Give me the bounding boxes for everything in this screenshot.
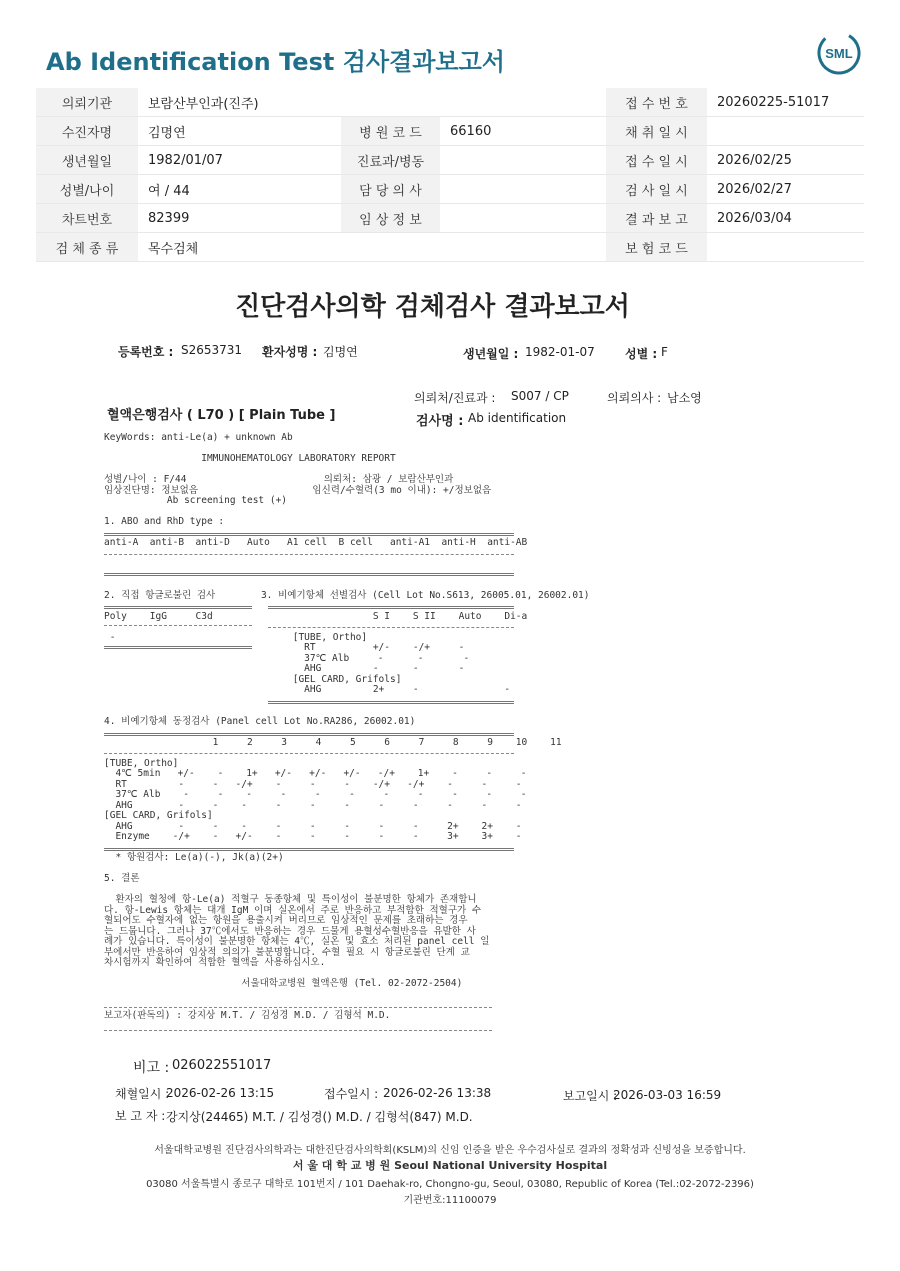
info-value [440,146,606,175]
scan-line: IMMUNOHEMATOLOGY LABORATORY REPORT [104,453,396,464]
scan-line: * 항원검사: Le(a)(-), Jk(a)(2+) [104,852,284,863]
report-value: 2026-03-03 16:59 [613,1088,722,1102]
info-value: 1982/01/07 [138,146,341,175]
page-title: Ab Identification Test 검사결과보고서 [46,48,505,76]
info-label: 담 당 의 사 [341,175,440,204]
test-group: 혈액은행검사 ( L70 ) [ Plain Tube ] [107,408,336,423]
scan-line [104,706,589,717]
scan-line: 1. ABO and RhD type : [104,516,225,527]
footer-institution-no: 기관번호:11100079 [403,1195,497,1206]
scan-line: 4. 비예기항체 동정검사 (Panel cell Lot No.RA286, 26002.01) [104,715,416,727]
scan-line [104,727,589,738]
info-label: 수진자명 [36,117,138,146]
info-label: 성별/나이 [36,175,138,204]
patient-info-table [36,88,864,262]
info-label: 의뢰기관 [36,88,138,117]
info-row [36,175,864,204]
rule-sign-bottom [104,1030,492,1031]
remarks-label: 비고 : [133,1060,170,1076]
scan-line: RT - - -/+ - - - -/+ -/+ - - - [104,778,522,790]
scan-line: 는 드뭅니다. 그러나 37℃에서도 반응하는 경우 드물게 용혈성수혈반응을 유발한 사 [104,925,476,937]
scan-line: AHG - - - [104,663,465,674]
name-value: 김명연 [323,345,358,359]
logo-text: SML [825,46,853,61]
info-label: 접 수 번 호 [606,88,707,117]
scan-line: [GEL CARD, Grifols] [104,673,402,685]
scan-line [104,990,589,1001]
footer-certification: 서울대학교병원 진단검사의학과는 대한진단검사의학회(KSLM)의 신임 인증을 받은 우수검사실로 결과의 정확성과 신빙성을 보증합니다. [154,1145,746,1156]
info-row [36,117,864,146]
info-label: 임 상 정 보 [341,204,440,233]
report-label: 보고일시 : [563,1089,618,1103]
info-value: 보람산부인과(진주) [138,88,341,117]
footer-hospital: 서 울 대 학 교 병 원 Seoul National University Hospital [292,1159,608,1172]
scan-line: 임상진단명: 정보없음 임신력/수혈력(3 mo 이내): +/정보없음 [104,484,492,496]
scan-line: 서울대학교병원 혈액은행 (Tel. 02-2072-2504) [104,978,463,989]
info-label: 생년월일 [36,146,138,175]
info-row [36,88,864,117]
sml-logo [816,30,862,76]
scan-line: 성별/나이 : F/44 의뢰처: 삼광 / 보람산부인과 [104,474,454,485]
scan-line [104,864,589,875]
collect-label: 채혈일시 : [115,1087,170,1101]
info-value: 82399 [138,204,341,233]
scan-line: Enzyme -/+ - +/- - - - - - 3+ 3+ - [104,831,522,842]
scan-line: KeyWords: anti-Le(a) + unknown Ab [104,432,293,443]
info-row [36,233,864,262]
sex-label: 성별 : [625,347,658,361]
reporter-value: 강지상(24465) M.T. / 김성경() M.D. / 김형석(847) M.D. [166,1110,473,1124]
scan-line: 혈되어도 수혈자에 없는 항원을 용출시켜 버리므로 임상적인 문제를 초래하는 경우 [104,915,468,926]
scan-line [104,622,589,633]
scan-line [104,748,589,759]
info-label: 채 취 일 시 [606,117,707,146]
scan-line [104,1000,589,1011]
scan-line: 37℃ Alb - - - [104,652,470,664]
info-value [707,233,864,262]
info-row [36,146,864,175]
doctor-value: 남소영 [667,391,702,405]
info-label: 진료과/병동 [341,146,440,175]
info-value: 2026/02/27 [707,175,864,204]
scan-line [104,559,589,570]
info-value: 2026/02/25 [707,146,864,175]
collect-value: 2026-02-26 13:15 [166,1086,275,1100]
scan-line: AHG 2+ - - [104,684,511,695]
dept-label: 의뢰처/진료과 : [414,391,496,405]
info-value: 2026/03/04 [707,204,864,233]
info-value [440,175,606,204]
scan-line: 4℃ 5min +/- - 1+ +/- +/- +/- -/+ 1+ - - - [104,768,527,779]
info-value [440,88,606,117]
dob-label: 생년월일 : [463,347,519,361]
scan-line: AHG - - - - - - - - 2+ 2+ - [104,820,522,832]
scan-line: 37℃ Alb - - - - - - - - - - - [104,789,527,800]
report-title: 진단검사의학 검체검사 결과보고서 [235,292,630,322]
reg-value: S2653731 [181,343,243,357]
dept-value: S007 / CP [511,389,569,403]
dob-value: 1982-01-07 [525,345,595,359]
info-value: 김명연 [138,117,341,146]
scan-line: 례가 있습니다. 특이성이 불분명한 항체는 4℃, 실온 및 효소 처리된 panel cell 일 [104,936,490,947]
scan-line [104,549,589,560]
info-value: 목수검체 [138,233,341,262]
info-value: 여 / 44 [138,175,341,204]
test-name-value: Ab identification [468,411,567,425]
scan-line: 다. 항-Lewis 항체는 대개 IgM 이며 실온에서 주로 반응하고 부적합한 적혈구가 수 [104,904,482,916]
info-label: 보 험 코 드 [606,233,707,262]
scan-line: 보고자(판독의) : 강지상 M.T. / 김성경 M.D. / 김형석 M.D. [104,1009,391,1021]
sex-value: F [661,345,668,359]
info-label: 검 사 일 시 [606,175,707,204]
scan-line: Ab screening test (+) [104,495,288,506]
scan-line [104,696,589,707]
receive-value: 2026-02-26 13:38 [383,1086,492,1100]
info-row [36,204,864,233]
scan-line: [GEL CARD, Grifols] [104,810,213,821]
info-label: 접 수 일 시 [606,146,707,175]
info-label [341,88,440,117]
scan-line: anti-A anti-B anti-D Auto A1 cell B cell anti-A1 anti-H anti-AB [104,537,528,548]
scan-line: 부에서만 반응하여 임상적 의의가 불분명합니다. 수혈 필요 시 항글로불린 단계 교 [104,946,470,958]
info-value: 66160 [440,117,606,146]
scan-line: Poly IgG C3d S I S II Auto Di-a [104,610,528,622]
scanned-lab-report [104,433,589,1021]
footer-address: 03080 서울특별시 종로구 대학로 101번지 / 101 Daehak-ro, Chongno-gu, Seoul, 03080, Republic of Korea (Tel.:02-2072-2396) [146,1179,754,1190]
info-label [341,233,440,262]
reg-label: 등록번호 : [118,345,174,359]
scan-line: 2. 직접 항글로불린 검사 3. 비예기항체 선별검사 (Cell Lot No.S613, 26005.01, 26002.01) [104,589,590,601]
test-name-label: 검사명 : [416,414,464,429]
doctor-label: 의뢰의사 : [607,391,662,405]
info-value [440,204,606,233]
scan-line: - [TUBE, Ortho] [104,631,368,643]
scan-line: 환자의 혈청에 항-Le(a) 적혈구 동종항체 및 특이성이 불분명한 항체가 존재합니 [104,894,477,905]
scan-line: 5. 결론 [104,873,140,884]
info-value [707,117,864,146]
info-value [440,233,606,262]
scan-line: RT +/- -/+ - [104,642,465,653]
name-label: 환자성명 : [262,345,318,359]
scan-line: 차시험까지 확인하여 적합한 혈액을 사용하십시오. [104,957,326,968]
info-label: 병 원 코 드 [341,117,440,146]
scan-line [104,601,589,612]
scan-line [104,580,589,591]
info-value: 20260225-51017 [707,88,864,117]
reporter-label: 보 고 자 : [115,1109,166,1123]
scan-line [104,570,589,581]
scan-line: AHG - - - - - - - - - - - [104,799,522,811]
info-label: 검 체 종 류 [36,233,138,262]
info-label: 결 과 보 고 [606,204,707,233]
remarks-value: 026022551017 [172,1058,272,1073]
scan-line: [TUBE, Ortho] [104,757,179,769]
info-label: 차트번호 [36,204,138,233]
receive-label: 접수일시 : [324,1087,379,1101]
scan-line: 1 2 3 4 5 6 7 8 9 10 11 [104,736,562,748]
